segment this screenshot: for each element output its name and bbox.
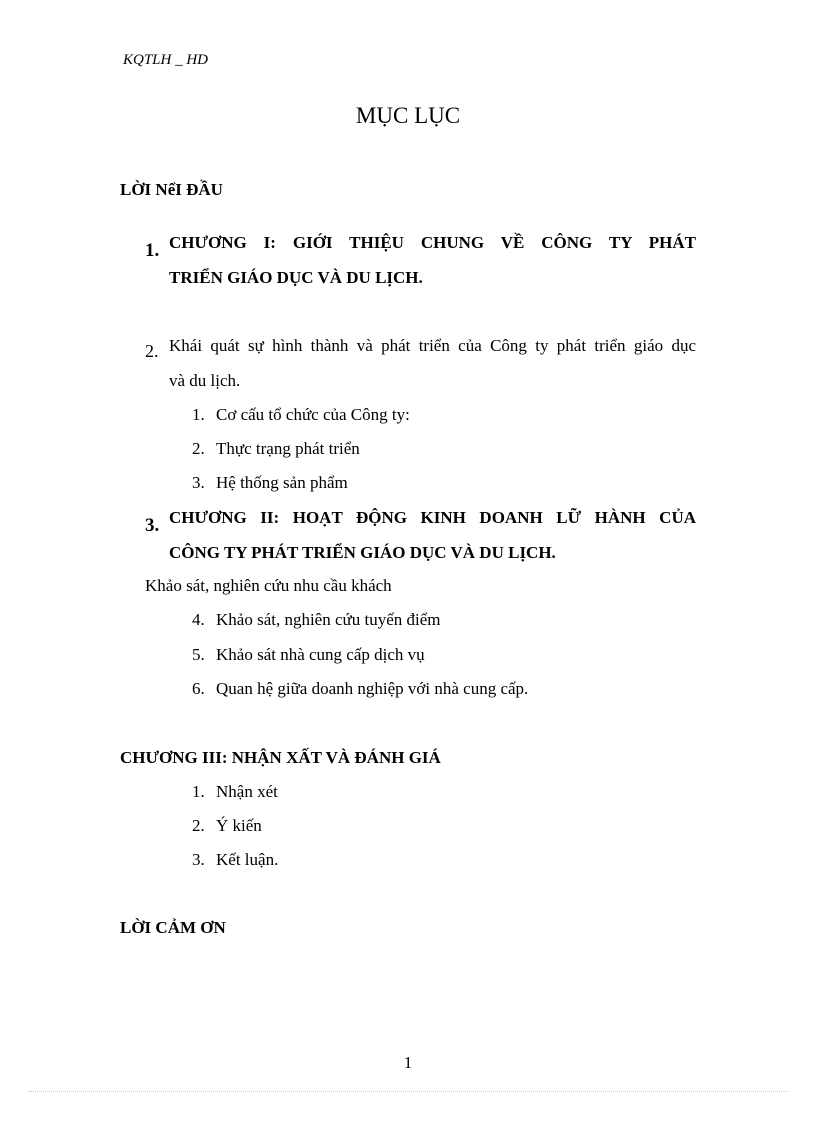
list-item-number: 3. bbox=[192, 850, 205, 869]
list-item bbox=[192, 439, 360, 459]
list-item bbox=[192, 473, 348, 493]
section-number-1: 1. bbox=[145, 240, 160, 261]
list-item-text: Ý kiến bbox=[216, 816, 262, 835]
section-1-line-1: CHƯƠNG I: GIỚI THIỆU CHUNG VỀ CÔNG TY PHÁT bbox=[169, 233, 696, 252]
list-item bbox=[192, 405, 410, 425]
list-item-text: Hệ thống sản phẩm bbox=[216, 473, 348, 492]
section-number-3: 3. bbox=[145, 515, 160, 536]
list-item-text: Khảo sát nhà cung cấp dịch vụ bbox=[216, 645, 425, 664]
chapter-3-heading: CHƯƠNG III: NHẬN XẤT VÀ ĐÁNH GIÁ bbox=[120, 748, 441, 767]
list-item-number: 2. bbox=[192, 816, 205, 835]
list-item-number: 1. bbox=[192, 782, 205, 801]
section-1-line-2: TRIỂN GIÁO DỤC VÀ DU LỊCH. bbox=[169, 268, 423, 287]
section-number-2: 2. bbox=[145, 341, 159, 361]
thanks-heading: LỜI CẢM ƠN bbox=[120, 918, 226, 937]
list-item bbox=[192, 816, 262, 836]
page-title: MỤC LỤC bbox=[355, 103, 461, 128]
section-2-line-1: Khái quát sự hình thành và phát triển của Công ty phát triển giáo dục bbox=[169, 336, 696, 355]
list-item bbox=[192, 850, 279, 870]
list-item-text: Thực trạng phát triển bbox=[216, 439, 360, 458]
list-item-number: 4. bbox=[192, 610, 205, 629]
list-item-number: 6. bbox=[192, 679, 205, 698]
section-3-line-1: CHƯƠNG II: HOẠT ĐỘNG KINH DOANH LỮ HÀNH CỦA bbox=[169, 508, 696, 527]
list-item bbox=[192, 645, 425, 665]
list-item-number: 5. bbox=[192, 645, 205, 664]
list-item-number: 3. bbox=[192, 473, 205, 492]
section-2-line-2: và du lịch. bbox=[169, 371, 241, 390]
survey-line: Khảo sát, nghiên cứu nhu cầu khách bbox=[145, 576, 392, 595]
document-header-code: KQTLH _ HD bbox=[123, 52, 209, 68]
page-footer-divider bbox=[28, 1091, 788, 1092]
page-number: 1 bbox=[403, 1053, 413, 1072]
list-item-text: Kết luận. bbox=[216, 850, 279, 869]
list-item-text: Khảo sát, nghiên cứu tuyến điểm bbox=[216, 610, 441, 629]
list-item-text: Quan hệ giữa doanh nghiệp với nhà cung cấp. bbox=[216, 679, 529, 698]
list-item bbox=[192, 679, 529, 699]
list-item bbox=[192, 782, 278, 802]
list-item-number: 1. bbox=[192, 405, 205, 424]
list-item bbox=[192, 610, 441, 630]
preface-heading: LỜI NểI ĐẦU bbox=[120, 180, 223, 199]
list-item-text: Cơ cấu tổ chức của Công ty: bbox=[216, 405, 410, 424]
list-item-number: 2. bbox=[192, 439, 205, 458]
section-3-line-2: CÔNG TY PHÁT TRIỂN GIÁO DỤC VÀ DU LỊCH. bbox=[169, 543, 556, 562]
list-item-text: Nhận xét bbox=[216, 782, 278, 801]
